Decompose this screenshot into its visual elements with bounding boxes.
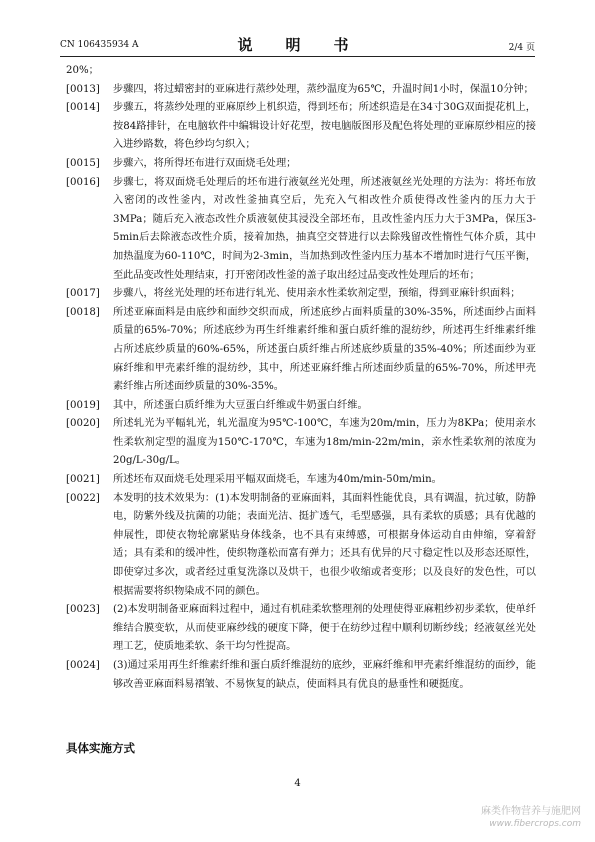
site-watermark [481,806,581,830]
paragraph-number: [0017] [66,288,100,300]
header-divider [60,56,535,57]
paragraph [66,304,536,397]
paragraph [66,174,536,286]
watermark-name: 麻类作物营养与施肥网 [481,806,581,817]
paragraph-text: 本发明的技术效果为：(1)本发明制备的亚麻面料，其面料性能优良，具有调温，抗过敏，防静电，防紫外线及抗菌的功能；表面光洁、挺扩透气，毛型感强，具有柔软的质感；具有优越的伸展性，即使衣物轮廓紧贴身体线条，也不具有束缚感，可根据身体运动自由伸缩，穿着舒适；具有柔和的缓冲性，使织物蓬松而富有弹力；还具有优异的尺寸稳定性以及形态还原性，即使穿过多次，或者经过重复洗涤以及烘干，也很少收缩或者变形；以及良好的发色性，可以根据需要将织物染成不同的颜色。 [113,492,536,597]
paragraph-text: 步骤五，将蒸纱处理的亚麻原纱上机织造，得到坯布；所述织造是在34寸30G双面提花机上，按84路排针，在电脑软件中编辑设计好花型，按电脑版图形及配色将处理的亚麻原纱相应的接入进纱路数，将色纱均匀织入； [113,102,536,151]
document-title: 说 明 书 [237,36,358,54]
paragraph-number: [0018] [66,306,100,318]
page-header [60,34,535,54]
paragraph-number: [0015] [66,157,100,169]
paragraph [66,657,536,694]
page-count: 2/4 页 [508,43,535,53]
paragraph-number: [0023] [66,604,100,616]
paragraph-text: 步骤七，将双面烧毛处理后的坯布进行液氨丝光处理，所述液氨丝光处理的方法为：将坯布放入密闭的改性釜内，对改性釜抽真空后，先充入气相改性介质使得改性釜内的压力大于3MPa；随后充入液态改性介质液氨使其浸没全部坯布，且改性釜内压力大于3MPa，保压3-5min后去除液态改性介质，接着加热，抽真空交替进行以去除残留改性惰性气体介质，其中加热温度为60-110℃，时间为2-3min，当加热到改性釜内压力基本不增加时进行气压平衡，至此品变改性处理结束，打开密闭改性釜的盖子取出经过品变改性处理后的坯布； [113,176,536,281]
paragraph [66,471,536,490]
paragraph [66,397,536,416]
paragraph-text: 步骤四，将过蜡密封的亚麻进行蒸纱处理，蒸纱温度为65℃，升温时间1小时，保温10分钟； [113,83,534,95]
paragraph [66,99,536,155]
document-body [66,62,536,694]
paragraph [66,601,536,657]
paragraph-number: [0022] [66,492,100,504]
paragraph-text: 所述轧光为平幅轧光，轧光温度为95℃-100℃，车速为20m/min，压力为8KPa；使用亲水性柔软剂定型的温度为150℃-170℃，车速为18m/min-22m/min，亲水性柔软剂的浓度为20g/L-30g/L。 [113,418,536,467]
paragraph [66,415,536,471]
paragraph-number: [0024] [66,660,100,671]
paragraph-text: (2)本发明制备亚麻面料过程中，通过有机硅柔软整理剂的处理使得亚麻粗纱初步柔软，使单纤维结合膜变软，从而使亚麻纱线的硬度下降，便于在纺纱过程中顺利切断纱线；经液氨丝光处理工艺，使质地柔软、条干均匀性提高。 [113,604,536,653]
paragraph-text: (3)通过采用再生纤维素纤维和蛋白质纤维混纺的底纱，亚麻纤维和甲壳素纤维混纺的面纱，能够改善亚麻面料易褶皱、不易恢复的缺点，使面料具有优良的悬垂性和硬挺度。 [113,660,536,690]
continued-text: 20%； [66,65,99,76]
paragraph-number: [0013] [66,83,100,95]
paragraph [66,490,536,602]
paragraph-number: [0016] [66,176,100,188]
paragraph-number: [0019] [66,399,100,411]
paragraph-number: [0020] [66,418,100,430]
paragraph-number: [0014] [66,102,100,114]
section-heading: 具体实施方式 [66,741,135,755]
paragraph-text: 其中，所述蛋白质纤维为大豆蛋白纤维或牛奶蛋白纤维。 [113,399,368,411]
paragraph-text: 步骤六，将所得坯布进行双面烧毛处理； [113,157,297,169]
paragraph-list [66,81,536,695]
page-number: 4 [294,778,301,789]
paragraph [66,155,536,174]
paragraph-text: 所述亚麻面料是由底纱和面纱交织而成，所述底纱占面料质量的30%-35%，所述面纱占面料质量的65%-70%；所述底纱为再生纤维素纤维和蛋白质纤维的混纺纱，所述再生纤维素纤维占所述底纱质量的60%-65%，所述蛋白质纤维占所述底纱质量的35%-40%；所述面纱为亚麻纤维和甲壳素纤维的混纺纱，其中，所述亚麻纤维占所述面纱质量的65%-70%，所述甲壳素纤维占所述面纱质量的30%-35%。 [113,306,536,393]
publication-number: CN 106435934 A [60,40,139,50]
paragraph-text: 步骤八，将丝光处理的坯布进行轧光、使用亲水性柔软剂定型，预缩，得到亚麻针织面料； [113,288,521,300]
paragraph-text: 所述坯布双面烧毛处理采用平幅双面烧毛，车速为40m/min-50m/min。 [113,474,442,486]
paragraph [66,285,536,304]
watermark-url: www.fibercrops.com [489,819,581,829]
paragraph [66,81,536,100]
paragraph-number: [0021] [66,474,100,486]
